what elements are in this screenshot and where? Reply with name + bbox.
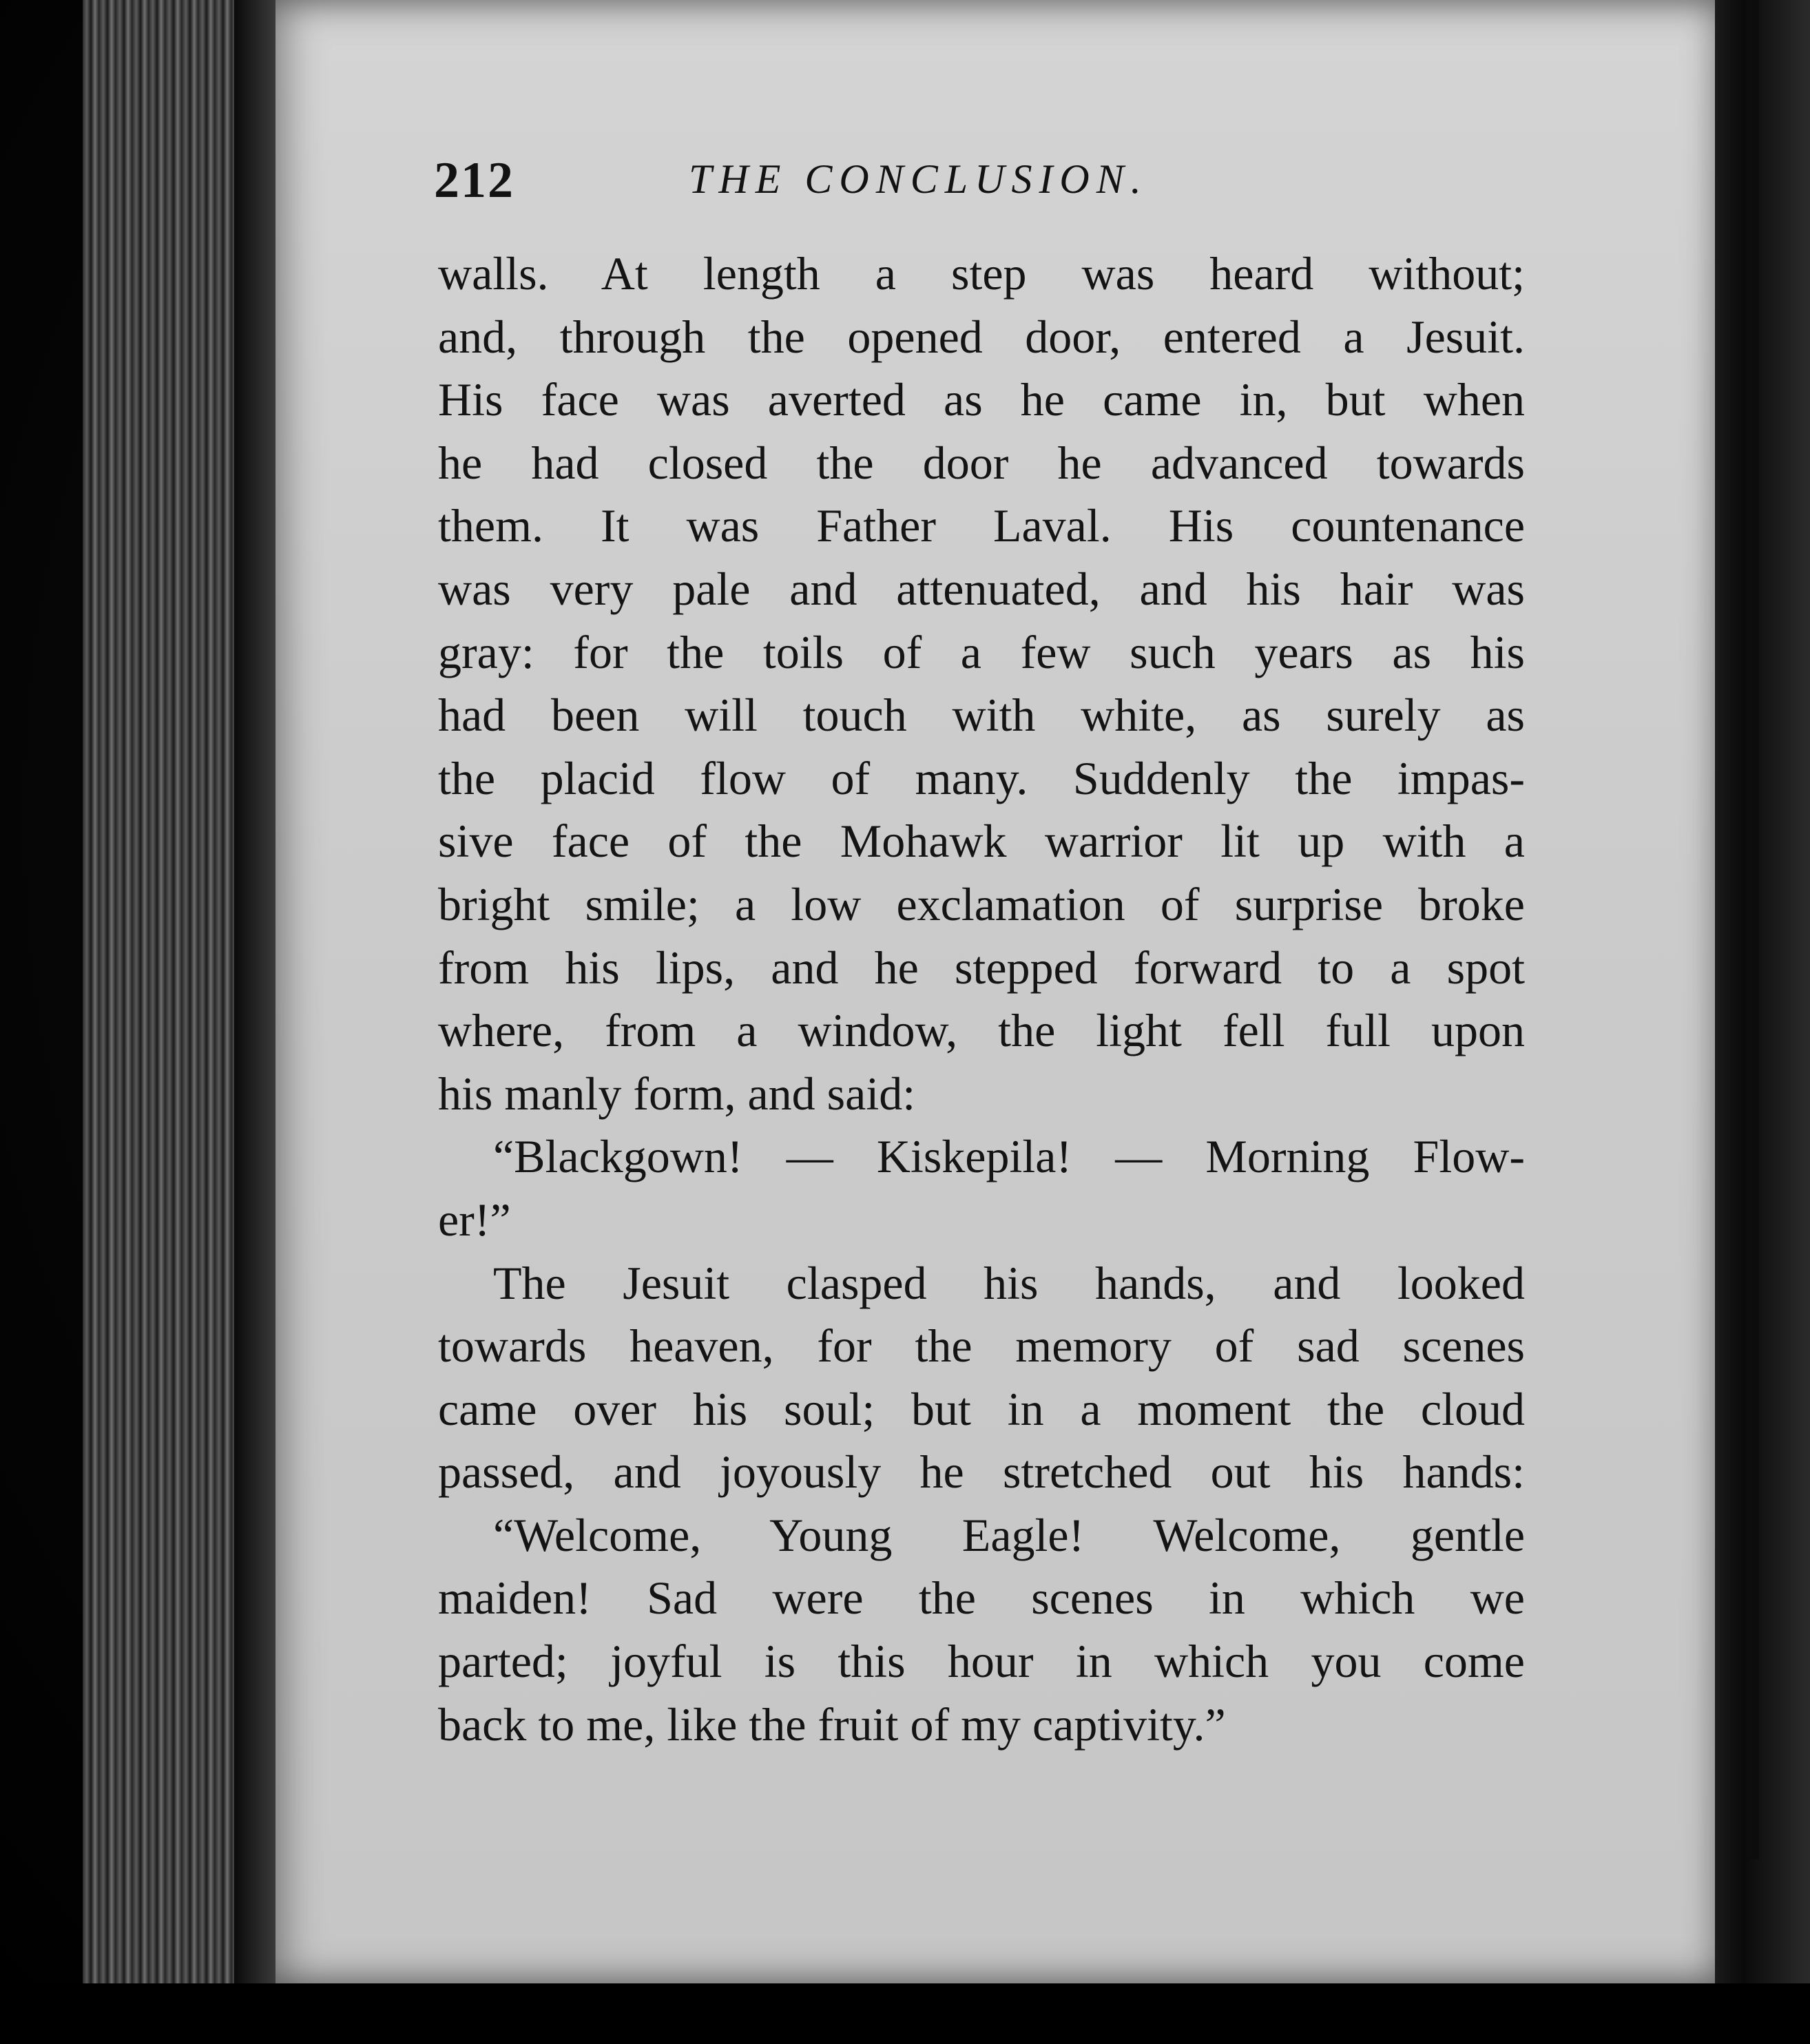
- text-line: er!”: [438, 1193, 511, 1246]
- text-line: had been will touch with white, as surely as: [438, 689, 1525, 742]
- scan-right-border: [1715, 0, 1810, 2044]
- text-line: towards heaven, for the memory of sad scenes: [438, 1320, 1525, 1373]
- text-line: from his lips, and he stepped forward to a spot: [438, 941, 1525, 994]
- text-line: “Welcome, Young Eagle! Welcome, gentle: [493, 1508, 1525, 1561]
- text-line: his manly form, and said:: [438, 1067, 916, 1120]
- body-text: [438, 242, 1525, 1756]
- text-line: passed, and joyously he stretched out his hands:: [438, 1446, 1525, 1499]
- text-line: maiden! Sad were the scenes in which we: [438, 1572, 1525, 1625]
- text-line: he had closed the door he advanced towards: [438, 436, 1525, 489]
- text-line: them. It was Father Laval. His countenance: [438, 499, 1525, 552]
- text-line: the placid flow of many. Suddenly the impas-: [438, 751, 1525, 804]
- text-line: His face was averted as he came in, but when: [438, 373, 1525, 426]
- text-line: The Jesuit clasped his hands, and looked: [493, 1256, 1525, 1309]
- text-line: “Blackgown! — Kiskepila! — Morning Flow-: [493, 1130, 1525, 1183]
- text-line: walls. At length a step was heard without;: [438, 247, 1525, 300]
- text-line: back to me, like the fruit of my captivity.”: [438, 1698, 1226, 1751]
- text-line: bright smile; a low exclamation of surprise broke: [438, 877, 1525, 930]
- text-line: and, through the opened door, entered a Jesuit.: [438, 310, 1525, 363]
- text-line: gray: for the toils of a few such years as his: [438, 625, 1525, 678]
- page-gutter-shadow: [234, 0, 275, 1997]
- text-line: came over his soul; but in a moment the cloud: [438, 1382, 1525, 1435]
- text-line: parted; joyful is this hour in which you come: [438, 1635, 1525, 1688]
- running-head: [434, 152, 1536, 213]
- text-line: sive face of the Mohawk warrior lit up with a: [438, 815, 1525, 868]
- page-right-edge-line: [1749, 0, 1759, 1859]
- page-number: 212: [434, 152, 514, 209]
- text-line: where, from a window, the light fell full upon: [438, 1004, 1525, 1057]
- scan-bottom-border: [0, 1983, 1810, 2044]
- text-line: was very pale and attenuated, and his hair was: [438, 562, 1525, 615]
- running-title: THE CONCLUSION.: [689, 156, 1148, 202]
